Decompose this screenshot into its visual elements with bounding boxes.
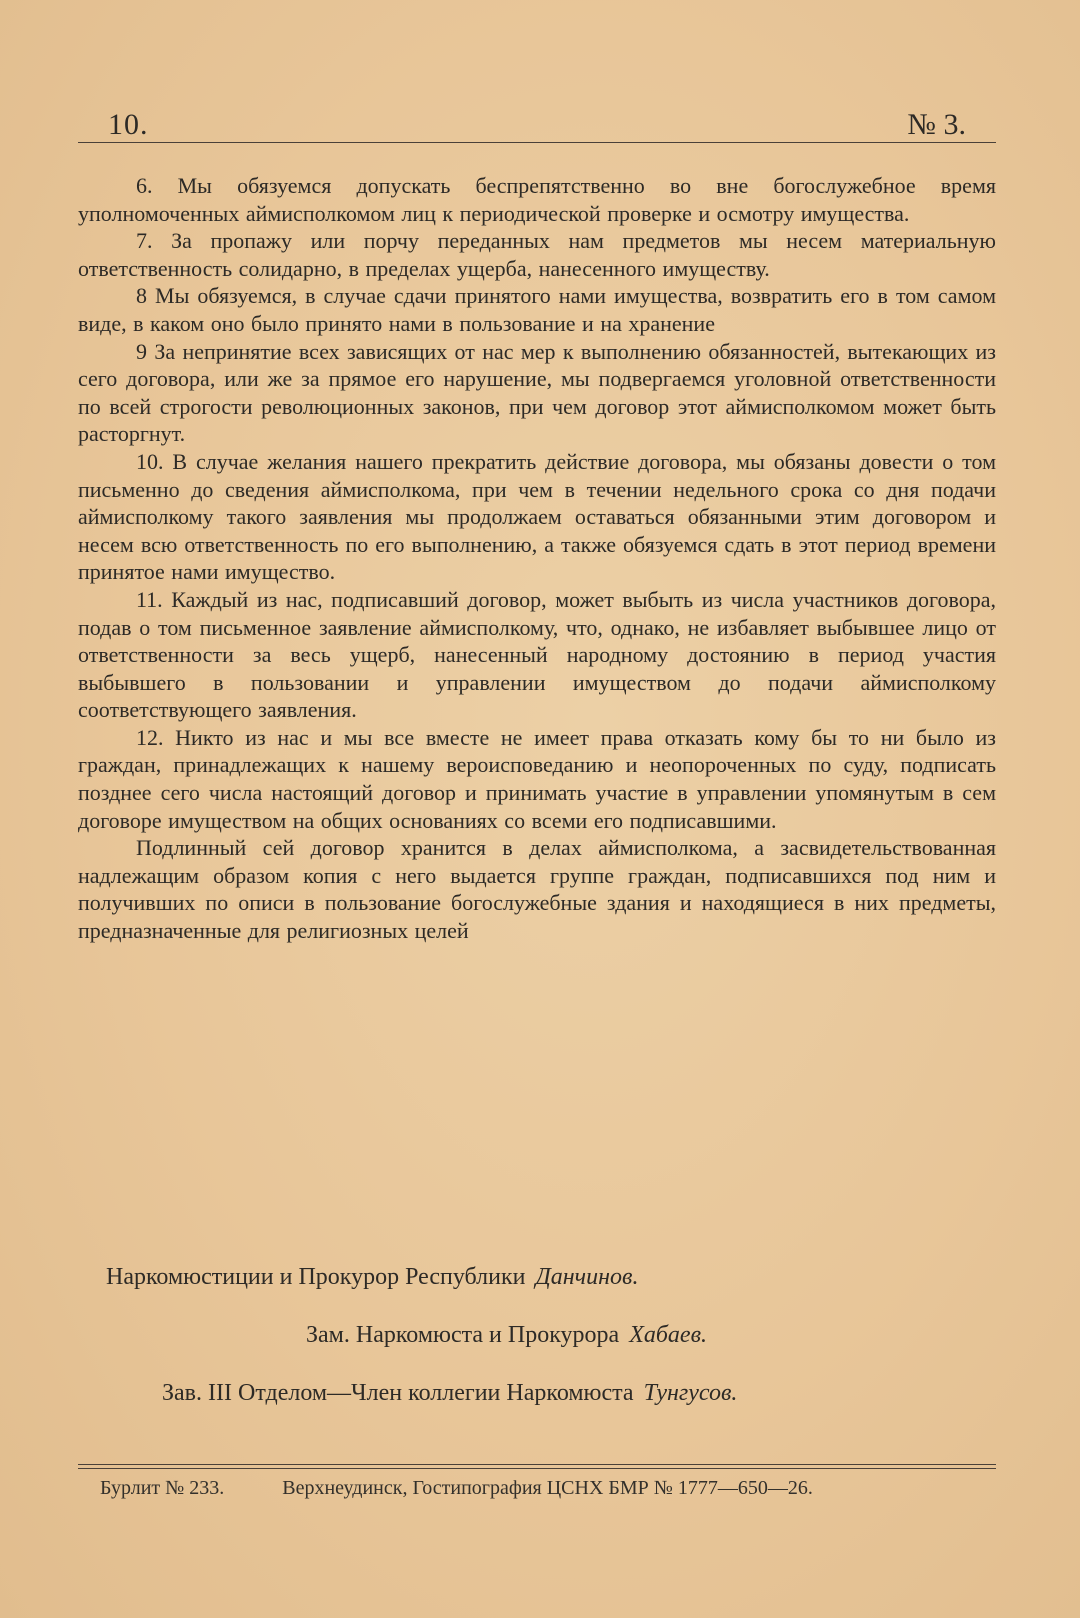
document-body	[78, 172, 996, 945]
signature-title: Наркомюстиции и Прокурор Республики	[106, 1264, 526, 1290]
signature-name: Хабаев.	[629, 1322, 707, 1348]
footer-license: Бурлит № 233.	[100, 1477, 225, 1499]
issue-number: № 3.	[907, 108, 966, 141]
paragraph-12: 12. Никто из нас и мы все вместе не имеет права отказать кому бы то ни было из граждан, принадлежащих к нашему вероисповеданию и неопороченных по суду, подписать позднее сего числа настоящий договор и принимать участие в управлении упомянутым в сем договоре имуществом на общих основаниях со всеми его подписавшими.	[78, 724, 996, 833]
imprint-footer	[100, 1475, 813, 1501]
closing-paragraph: Подлинный сей договор хранится в делах аймисполкома, а засвидетельствованная надлежащим образом копия с него выдается группе граждан, подписавшихся под ним и получивших по описи в пользование богослужебные здания и находящиеся в них предметы, предназначенные для религиозных целей	[78, 835, 996, 944]
paragraph-10: 10. В случае желания нашего прекратить действие договора, мы обязаны довести о том письменно до сведения аймисполкома, при чем в течении недельного срока со дня подачи аймисполкому такого заявления мы продолжаем оставаться обязанными этим договором и несем всю ответственность по его выполнению, а также обязуемся сдать в этот период времени принятое нами имущество.	[78, 448, 996, 585]
signature-name: Данчинов.	[535, 1264, 639, 1290]
header-rule	[78, 142, 996, 143]
paragraph-8: 8 Мы обязуемся, в случае сдачи принятого нами имущества, возвратить его в том самом виде, в каком оно было принято нами в пользование и на хранение	[78, 283, 996, 336]
signature-line	[162, 1378, 737, 1408]
page-number: 10.	[108, 108, 149, 141]
signature-line	[306, 1320, 707, 1350]
footer-printer: Верхнеудинск, Гостипография ЦСНХ БМР № 1777—650—26.	[282, 1477, 813, 1499]
paragraph-6: 6. Мы обязуемся допускать беспрепятственно во вне богослужебное время уполномоченных аймисполкомом лиц к периодической проверке и осмотру имущества.	[78, 173, 996, 226]
signature-title: Зам. Наркомюста и Прокурора	[306, 1322, 620, 1348]
paragraph-9: 9 За непринятие всех зависящих от нас мер к выполнению обязанностей, вытекающих из сего договора, или же за прямое его нарушение, мы подвергаемся уголовной ответственности по всей строгости революционных законов, при чем договор этот аймисполкомом может быть расторгнут.	[78, 338, 996, 447]
signature-line	[106, 1262, 638, 1292]
paragraph-11: 11. Каждый из нас, подписавший договор, может выбыть из числа участников договора, подав о том письменное заявление аймисполкому, что, однако, не избавляет выбывшее лицо от ответственности за весь ущерб, нанесенный народному достоянию в период участия выбывшего в пользовании и управлении имуществом до подачи аймисполкому соответствующего заявления.	[78, 586, 996, 723]
footer-rule	[78, 1464, 996, 1469]
signature-title: Зав. III Отделом—Член коллегии Наркомюста	[162, 1380, 634, 1406]
paragraph-7: 7. За пропажу или порчу переданных нам предметов мы несем материальную ответственность солидарно, в пределах ущерба, нанесенного имуществу.	[78, 228, 996, 281]
page-header	[78, 108, 996, 142]
signature-name: Тунгусов.	[643, 1380, 738, 1406]
